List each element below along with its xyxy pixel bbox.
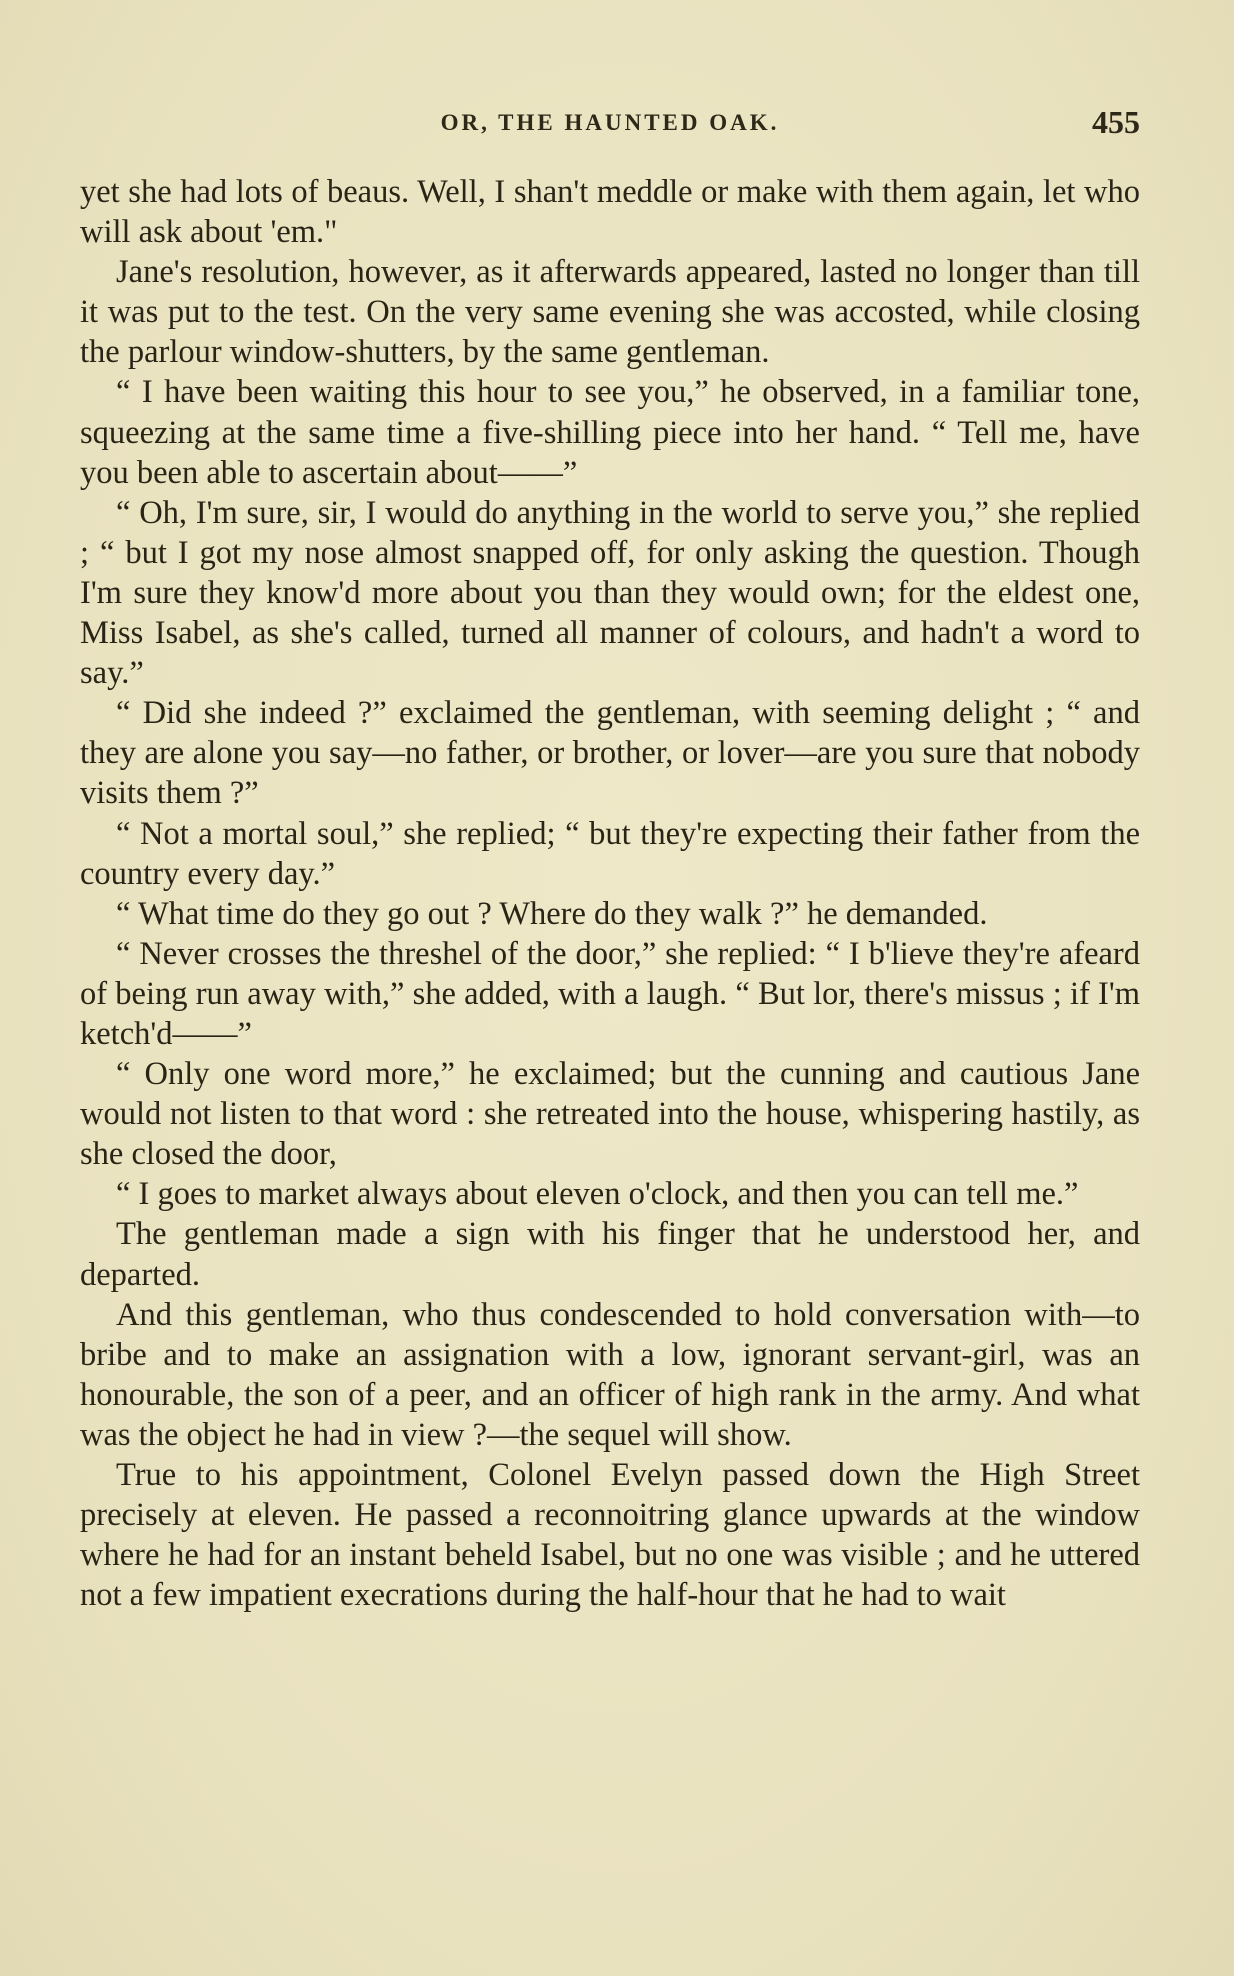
- paragraph: “ Not a mortal soul,” she replied; “ but they're expecting their father from the country every day.”: [80, 815, 1140, 892]
- paragraph: “ Oh, I'm sure, sir, I would do anything in the world to serve you,” she replied ; “ but I got my nose almost snapped off, for only asking the question. Though I'm sure they know'd more about you than they would own; for the eldest one, Miss Isabel, as she's called, turned all manner of colours, and hadn't a word to say.”: [80, 494, 1140, 692]
- paragraph: True to his appointment, Colonel Evelyn passed down the High Street precisely at eleven. He passed a reconnoitring glance upwards at the window where he had for an instant beheld Isabel, but no one was visible ; and he uttered not a few impatient execrations during the half-hour that he had to wait: [80, 1457, 1140, 1614]
- paragraph-continued: yet she had lots of beaus. Well, I shan't meddle or make with them again, let who will ask about 'em.": [80, 174, 1140, 251]
- body-text: [80, 172, 1140, 1615]
- page-header: [80, 104, 1140, 144]
- paragraph: And this gentleman, who thus condescended to hold conversation with—to bribe and to make an assignation with a low, ignorant servant-girl, was an honourable, the son of a peer, and an officer of high rank in the army. And what was the object he had in view ?—the sequel will show.: [80, 1296, 1140, 1453]
- paragraph: The gentleman made a sign with his finger that he understood her, and departed.: [80, 1216, 1140, 1293]
- paragraph: “ I goes to market always about eleven o'clock, and then you can tell me.”: [116, 1176, 1079, 1213]
- paragraph: “ I have been waiting this hour to see you,” he observed, in a familiar tone, squeezing at the same time a five-shilling piece into her hand. “ Tell me, have you been able to ascertain about——”: [80, 374, 1140, 491]
- running-title: OR, THE HAUNTED OAK.: [440, 110, 780, 135]
- paragraph: “ What time do they go out ? Where do they walk ?” he demanded.: [116, 895, 988, 932]
- paragraph: Jane's resolution, however, as it afterwards appeared, lasted no longer than till it was put to the test. On the very same evening she was accosted, while closing the parlour window-shutters, by the same gentleman.: [80, 254, 1140, 371]
- paragraph: “ Only one word more,” he exclaimed; but the cunning and cautious Jane would not listen to that word : she retreated into the house, whispering hastily, as she closed the door,: [80, 1056, 1140, 1173]
- page-number: 455: [1092, 104, 1140, 140]
- paragraph: “ Did she indeed ?” exclaimed the gentleman, with seeming delight ; “ and they are alone you say—no father, or brother, or lover—are you sure that nobody visits them ?”: [80, 695, 1140, 812]
- paragraph: “ Never crosses the threshel of the door,” she replied: “ I b'lieve they're afeard of being run away with,” she added, with a laugh. “ But lor, there's missus ; if I'm ketch'd——”: [80, 935, 1140, 1052]
